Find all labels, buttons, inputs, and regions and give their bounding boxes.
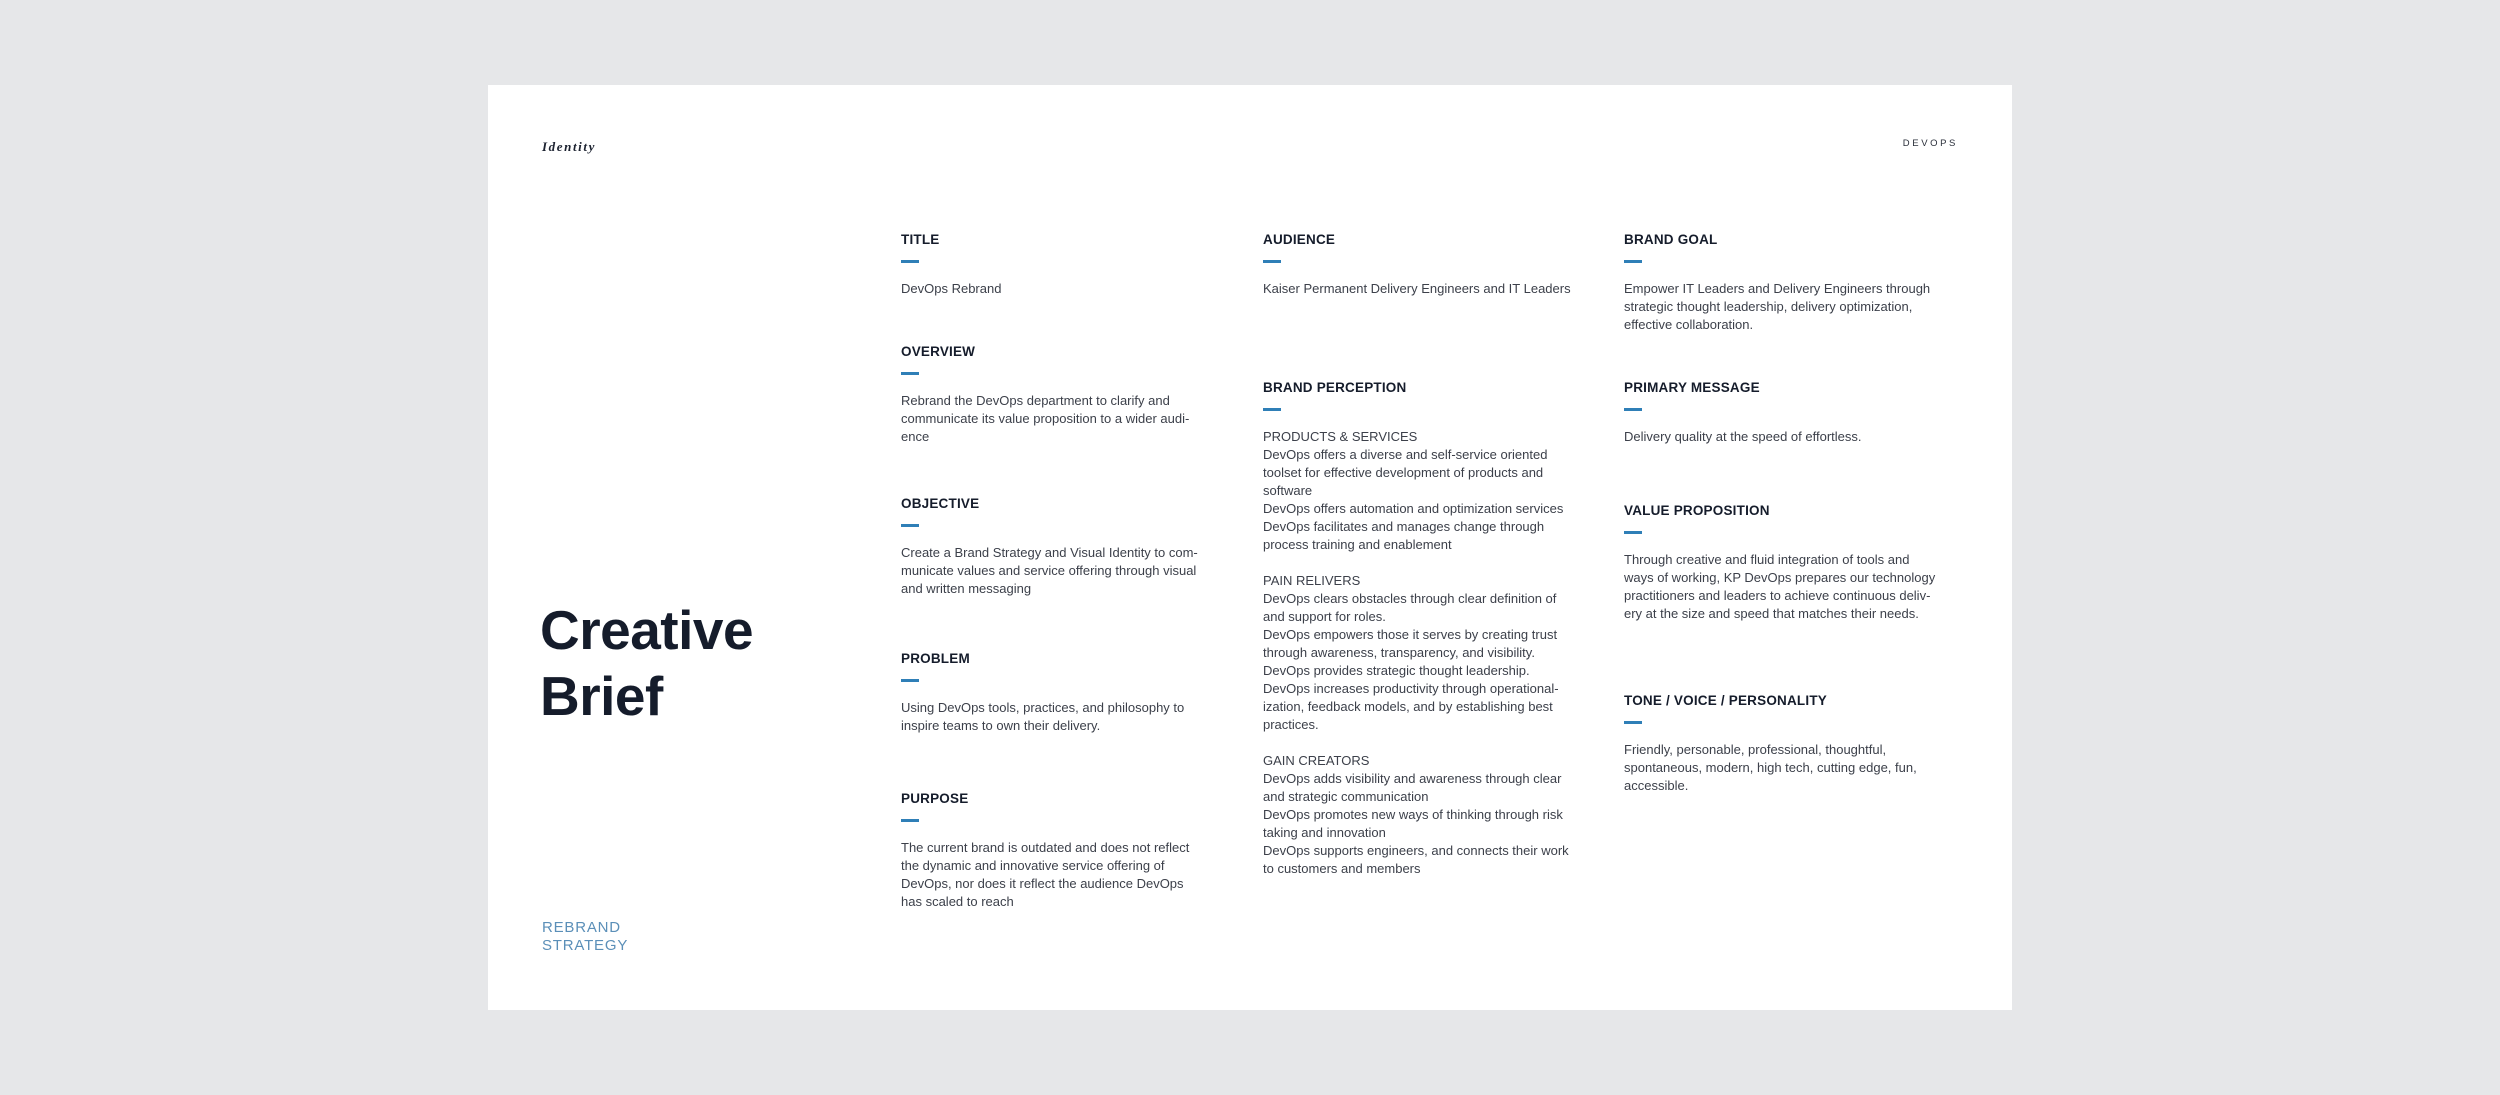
section-heading: VALUE PROPOSITION [1624, 503, 1770, 518]
section-value-proposition [1624, 503, 1964, 623]
section-body [901, 699, 1231, 735]
page-subtitle-line2: STRATEGY [542, 937, 629, 954]
section-heading: PURPOSE [901, 791, 969, 806]
body-line: the dynamic and innovative service offering of [901, 858, 1165, 873]
accent-rule [901, 372, 919, 375]
section-body: Kaiser Permanent Delivery Engineers and IT Leaders [1263, 281, 1571, 296]
section-body [1624, 551, 1964, 623]
accent-rule [1624, 721, 1642, 724]
accent-rule [1624, 260, 1642, 263]
section-heading: PRIMARY MESSAGE [1624, 380, 1760, 395]
section-title [901, 232, 1231, 298]
accent-rule [901, 524, 919, 527]
body-line: inspire teams to own their delivery. [901, 718, 1101, 733]
group-label: PRODUCTS & SERVICES [1263, 429, 1418, 444]
body-line: Friendly, personable, professional, thoughtful, [1624, 742, 1887, 757]
page-title-line2: Brief [540, 665, 663, 727]
body-line: strategic thought leadership, delivery optimization, [1624, 299, 1913, 314]
section-problem [901, 651, 1231, 735]
section-body [1263, 428, 1599, 878]
body-line: toolset for effective development of products and [1263, 465, 1544, 480]
section-heading: OVERVIEW [901, 344, 976, 359]
brief-page [488, 85, 2012, 1010]
body-line: spontaneous, modern, high tech, cutting edge, fun, [1624, 760, 1917, 775]
body-line: DevOps increases productivity through operational- [1263, 681, 1559, 696]
body-line: ence [901, 429, 930, 444]
body-line: software [1263, 483, 1313, 498]
section-brand-perception [1263, 380, 1599, 878]
body-line: ization, feedback models, and by establishing best [1263, 699, 1553, 714]
section-body [901, 544, 1231, 598]
page-subtitle [542, 919, 628, 955]
section-heading: AUDIENCE [1263, 232, 1336, 247]
section-body [1624, 280, 1964, 334]
section-heading: BRAND GOAL [1624, 232, 1718, 247]
section-overview [901, 344, 1231, 446]
body-line: DevOps empowers those it serves by creating trust [1263, 627, 1558, 642]
perception-group-products [1263, 428, 1599, 554]
body-line: and support for roles. [1263, 609, 1386, 624]
body-line: DevOps offers a diverse and self-service oriented [1263, 447, 1548, 462]
body-line: Using DevOps tools, practices, and philosophy to [901, 700, 1185, 715]
section-brand-goal [1624, 232, 1964, 334]
body-line: ways of working, KP DevOps prepares our technology [1624, 570, 1936, 585]
section-body: DevOps Rebrand [901, 281, 1002, 296]
body-line: and written messaging [901, 581, 1032, 596]
section-primary-message [1624, 380, 1964, 446]
section-purpose [901, 791, 1231, 911]
body-line: DevOps facilitates and manages change through [1263, 519, 1545, 534]
accent-rule [901, 679, 919, 682]
page-title-line1: Creative [540, 599, 754, 661]
body-line: DevOps, nor does it reflect the audience DevOps [901, 876, 1184, 891]
body-line: communicate its value proposition to a wider audi- [901, 411, 1190, 426]
section-heading: TONE / VOICE / PERSONALITY [1624, 693, 1827, 708]
body-line: accessible. [1624, 778, 1689, 793]
accent-rule [1624, 408, 1642, 411]
page-title [540, 597, 753, 729]
section-body: Delivery quality at the speed of effortless. [1624, 429, 1862, 444]
accent-rule [901, 819, 919, 822]
section-objective [901, 496, 1231, 598]
section-heading: BRAND PERCEPTION [1263, 380, 1407, 395]
group-label: PAIN RELIVERS [1263, 573, 1361, 588]
body-line: and strategic communication [1263, 789, 1429, 804]
section-heading: OBJECTIVE [901, 496, 980, 511]
accent-rule [1263, 260, 1281, 263]
brand-wordmark: DEVOPS [1902, 138, 1958, 149]
body-line: DevOps provides strategic thought leadership. [1263, 663, 1530, 678]
body-line: DevOps promotes new ways of thinking through risk [1263, 807, 1563, 822]
perception-group-pain-relievers [1263, 572, 1599, 734]
body-line: DevOps adds visibility and awareness through clear [1263, 771, 1562, 786]
body-line: municate values and service offering through visual [901, 563, 1197, 578]
accent-rule [1263, 408, 1281, 411]
perception-group-gain-creators [1263, 752, 1599, 878]
body-line: Empower IT Leaders and Delivery Engineers through [1624, 281, 1931, 296]
body-line: taking and innovation [1263, 825, 1386, 840]
section-heading: TITLE [901, 232, 940, 247]
body-line: Through creative and fluid integration of tools and [1624, 552, 1910, 567]
group-label: GAIN CREATORS [1263, 753, 1370, 768]
body-line: process training and enablement [1263, 537, 1452, 552]
body-line: ery at the size and speed that matches their needs. [1624, 606, 1919, 621]
body-line: practitioners and leaders to achieve continuous deliv- [1624, 588, 1931, 603]
section-body [901, 392, 1231, 446]
body-line: DevOps supports engineers, and connects their work [1263, 843, 1569, 858]
section-body [901, 839, 1231, 911]
accent-rule [1624, 531, 1642, 534]
page-subtitle-line1: REBRAND [542, 919, 621, 936]
body-line: Create a Brand Strategy and Visual Identity to com- [901, 545, 1198, 560]
body-line: through awareness, transparency, and visibility. [1263, 645, 1535, 660]
body-line: to customers and members [1263, 861, 1421, 876]
body-line: has scaled to reach [901, 894, 1014, 909]
accent-rule [901, 260, 919, 263]
identity-label: Identity [542, 139, 596, 154]
section-heading: PROBLEM [901, 651, 970, 666]
body-line: practices. [1263, 717, 1319, 732]
body-line: Rebrand the DevOps department to clarify and [901, 393, 1170, 408]
section-audience [1263, 232, 1599, 298]
body-line: DevOps offers automation and optimization services [1263, 501, 1564, 516]
section-body [1624, 741, 1964, 795]
body-line: effective collaboration. [1624, 317, 1754, 332]
body-line: The current brand is outdated and does not reflect [901, 840, 1190, 855]
body-line: DevOps clears obstacles through clear definition of [1263, 591, 1557, 606]
section-tone [1624, 693, 1964, 795]
